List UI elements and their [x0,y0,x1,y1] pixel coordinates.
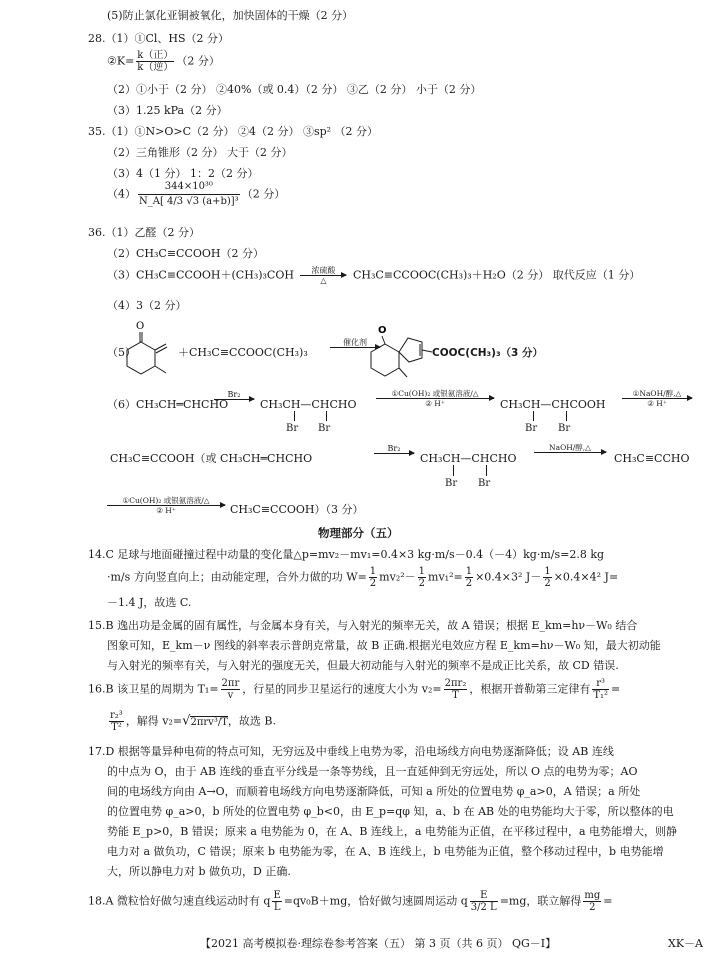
oxidation-arrow: ①Cu(OH)₂ 或银氨溶液/△ ② H⁺ [376,389,494,408]
bond-line [326,411,327,421]
bond-line [294,411,295,421]
chem-36-1-line: 36.（1）乙醛（2 分） [88,226,200,239]
chem-28-1-line: 28.（1）①Cl、HS（2 分） [88,32,230,45]
route-alt-step-2: CH₃CH—CHCHO [420,452,517,465]
chem-35-3-line: （3）4（1 分） 1：2（2 分） [107,167,259,180]
spiro-product-structure [362,322,434,384]
section-title: 物理部分（五） [318,526,399,540]
phys-17-line-5: 势能 E_p>0，B 错误；原来 a 电势能为 0，在 A、B 连线上，a 电势能为正值，在平移过程中，a 电势能增大，则静 [107,825,678,838]
naoh-arrow: NaOH/醇,△ [534,443,606,462]
phys-14-line-1: 14.C 足球与地面碰撞过程中动量的变化量△p=mv₂－mv₁=0.4×3 kg·m/s－0.4（－4）kg·m/s=2.8 kg [88,548,605,561]
bond-line [566,411,567,421]
reaction-arrow: 浓硫酸 △ [300,266,346,285]
page-footer: 【2021 高考模拟卷·理综卷参考答案（五） 第 3 页（共 6 页） QG－Ⅰ】 [200,937,557,950]
oxidation-arrow-wrap [376,389,494,408]
oxidation-arrow-2-wrap [107,496,225,515]
chem-36-5-reagent: ＋CH₃C≡CCOOC(CH₃)₃ [178,346,308,359]
br-substituent: Br [318,423,331,434]
chem-36-5-product: COOC(CH₃)₃（3 分） [432,347,544,359]
phys-14-line-3: －1.4 J，故选 C. [107,596,192,609]
br2-arrow-wrap [214,390,254,409]
bond-line [533,411,534,421]
phys-15-line-1: 15.B 逸出功是金属的固有属性，与金属本身有关，与入射光的频率无关，故 A 错误；根据 E_km=hν－W₀ 结合 [88,619,638,632]
chem-36-4-line: （4）3（2 分） [107,299,187,312]
svg-text:O: O [136,321,145,332]
phys-16-line-1: 16.B 该卫星的周期为 T₁= $\frac{2\pi r}{v}$ ，行星的同步卫星运行的速度大小为 v₂= $\frac{\text{2πr₂}}{T}$ ，根据开普勒第三定律有 $\frac{\text{r³}}{\text{T₁²}}$ = [88,678,621,701]
naoh-arrow-wrap [534,443,606,462]
bond-line [486,465,487,476]
chem-27-5-line: (5)防止氯化亚铜被氧化，加快固体的干燥（2 分） [107,9,354,22]
br2-arrow: Br₂ [214,390,254,409]
chem-36-2-line: （2）CH₃C≡CCOOH（2 分） [107,247,265,260]
footer-code: XK－A [668,937,703,950]
route-alt-step-3: CH₃C≡CCHO [614,452,690,465]
cyclohexanone-structure [118,318,178,380]
phys-17-line-3: 间的电场线方向由 A→O，而顺着电场线方向电势逐渐降低，可知 a 所处的位置电势 φ_a>0，A 错误；a 所处 [107,785,641,798]
bond-line [453,465,454,476]
phys-17-line-4: 的位置电势 φ_a>0，b 所处的位置电势 φ_b<0，由 E_p=qφ 知，a、b 在 AB 处的电势能均大于零，所以整体的电 [107,805,674,818]
chem-36-3-line: （3）CH₃C≡CCOOH＋(CH₃)₃COH 浓硫酸 △ CH₃C≡CCOOC(CH₃)₃＋H₂O（2 分） 取代反应（1 分） [107,266,641,285]
br2-arrow-2-wrap [374,444,414,463]
route-alt-start: CH₃C≡CCOOH（或 CH₃CH═CHCHO [110,452,313,465]
phys-17-line-2: 的中点为 O，由于 AB 连线的垂直平分线是一条等势线，且一直延伸到无穷远处，所以 O 点的电势为零；AO [107,765,638,778]
density-fraction: $\frac{\text{344×10³⁰}}{\text{N\_A[ 4/3 √3 (a+b)]³}}$ [139,181,239,207]
br-substituent: Br [445,478,458,489]
phys-15-line-3: 与入射光的频率有关，与入射光的强度无关，但最大初动能与入射光的频率不是成正比关系，故 CD 错误. [107,659,619,672]
route-step-2: CH₃CH—CHCHO [260,398,357,411]
oxidation-arrow-2: ①Cu(OH)₂ 或银氨溶液/△ ② H⁺ [107,496,225,515]
catalyst-arrow: 催化剂 [330,338,380,357]
phys-14-line-2: ·m/s 方向竖直向上；由动能定理，合外力做的功 W= $\frac{1}{2}$ mv₂²－ $\frac{1}{2}$ mv₁²= $\frac{1}{2}$ ×0.4×3² J－ $\frac{1}{2}$ ×0.4×4² J= [107,566,619,589]
phys-17-line-7: 大，所以静电力对 b 做负功，D 正确. [107,865,291,878]
phys-15-line-2: 图象可知，E_km－ν 图线的斜率表示普朗克常量，故 B 正确.根据光电效应方程 E_km=hν－W₀ 知，最大初动能 [107,639,661,652]
chem-35-4-line: （4） $\frac{\text{344×10³⁰}}{\text{N\_A[ 4/3 √3 (a+b)]³}}$ （2 分） [107,181,286,207]
route-step-1: （6）CH₃CH═CHCHO [107,398,229,411]
elimination-arrow-wrap [622,389,692,408]
phys-18-line-1: 18.A 微粒恰好做匀速直线运动时有 q $\frac{E}{L}$ =qv₀B＋mg，恰好做匀速圆周运动 q $\frac{E}{3/2 L}$ =mg，联立解得 $\frac{mg}{2}$ = [88,890,613,913]
phys-17-line-6: 电力对 a 做负功，C 错误；原来 b 电势能为零，在 A、B 连线上，b 电势能为正值，整个移动过程中，b 电势能增 [107,845,664,858]
br-substituent: Br [558,423,571,434]
elimination-arrow: ①NaOH/醇,△ ② H⁺ [622,389,692,408]
route-step-3: CH₃CH—CHCOOH [500,398,606,411]
chem-28-k-line: ②K= $\frac{\text{k（正）}}{\text{k（逆）}}$ （2 分） [107,50,220,73]
route-alt-end: CH₃C≡CCOOH）（3 分） [230,503,364,516]
br-substituent: Br [478,478,491,489]
chem-28-2-line: （2）①小于（2 分） ②40%（或 0.4）（2 分） ③乙（2 分） 小于（2 分） [107,83,482,96]
chem-28-3-line: （3）1.25 kPa（2 分） [107,104,228,117]
svg-text:O: O [378,325,387,336]
br-substituent: Br [286,423,299,434]
phys-16-line-2: $\frac{\text{r₂³}}{\text{T²}}$ ，解得 v₂=√2πrv³/T，故选 B. [110,710,276,733]
chem-35-2-line: （2）三角锥形（2 分） 大于（2 分） [107,146,293,159]
br-substituent: Br [525,423,538,434]
chem-35-1-line: 35.（1）①N>O>C（2 分） ②4（2 分） ③sp² （2 分） [88,125,379,138]
k-fraction: $\frac{\text{k（正）}}{\text{k（逆）}}$ [137,50,174,73]
br2-arrow-2: Br₂ [374,444,414,463]
phys-17-line-1: 17.D 根据等量异种电荷的特点可知，无穷远及中垂线上电势为零，沿电场线方向电势逐渐降低；设 AB 连线 [88,745,614,758]
chem-36-5-label: （5） [107,346,136,359]
